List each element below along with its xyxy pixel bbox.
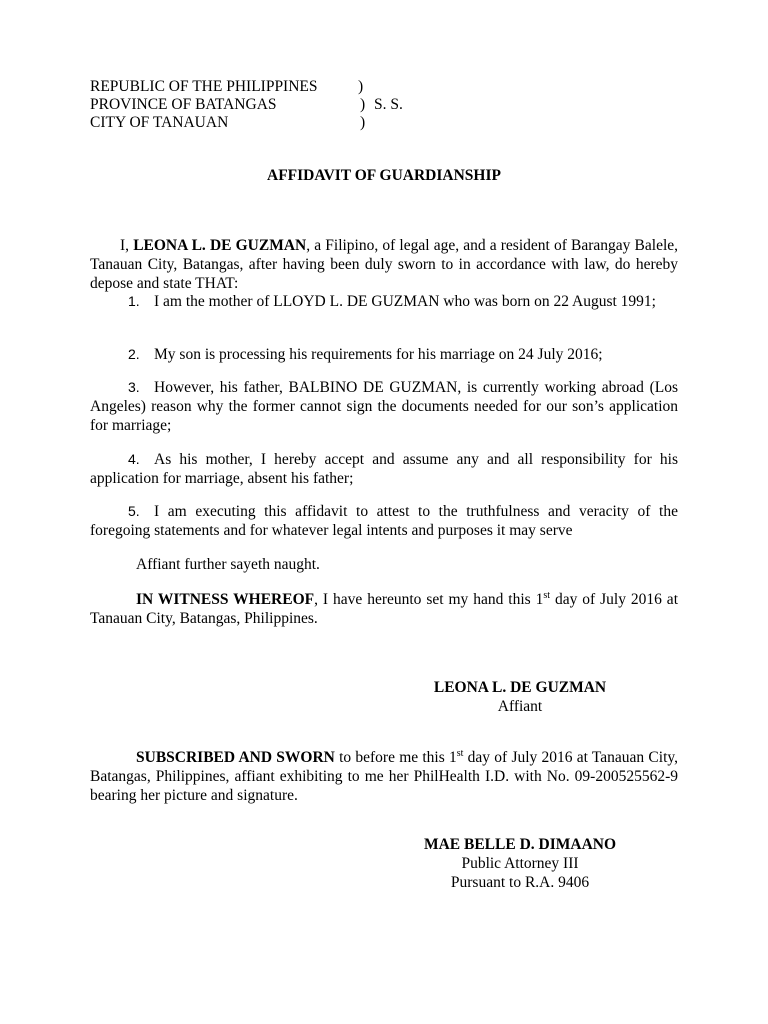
item-number: 3. — [128, 379, 140, 395]
witness-lead: IN WITNESS WHEREOF — [136, 591, 315, 608]
venue-province: PROVINCE OF BATANGAS — [90, 96, 277, 113]
witness-paragraph — [90, 590, 678, 628]
list-item — [90, 345, 678, 364]
attorney-name: MAE BELLE D. DIMAANO — [423, 836, 617, 853]
document-title: AFFIDAVIT OF GUARDIANSHIP — [267, 167, 501, 184]
witness-text-a: , I have hereunto set my hand this 1 — [314, 591, 544, 608]
further-sayeth-line: Affiant further sayeth naught. — [136, 556, 320, 573]
subscribed-ordinal-suffix: st — [456, 748, 464, 759]
item-number: 5. — [128, 503, 140, 519]
affiant-name-inline: LEONA L. DE GUZMAN — [133, 237, 307, 254]
list-item — [90, 450, 678, 488]
venue-ss-marker: S. S. — [374, 96, 403, 113]
item-text: However, his father, BALBINO DE GUZMAN, is currently working abroad (Los Angeles) reason why the former cannot sign the documents needed for our son’s application for marriage; — [90, 379, 678, 434]
attorney-title: Public Attorney III — [461, 855, 579, 872]
venue-republic: REPUBLIC OF THE PHILIPPINES — [90, 78, 318, 95]
intro-paragraph — [90, 236, 678, 293]
list-item — [90, 502, 678, 540]
intro-prefix: I, — [120, 237, 134, 254]
subscribed-text-b: day of July 2016 at Tanauan City, Batangas, Philippines, affiant exhibiting to me her PhilHealth I.D. with No. 09-200525562-9 bearing her picture and signature. — [90, 749, 678, 804]
venue-city: CITY OF TANAUAN — [90, 114, 229, 131]
item-number: 4. — [128, 451, 140, 467]
list-item — [90, 292, 678, 311]
affiant-role: Affiant — [497, 698, 543, 715]
item-text: My son is processing his requirements for his marriage on 24 July 2016; — [154, 346, 603, 363]
item-text: I am executing this affidavit to attest to the truthfulness and veracity of the foregoing statements and for whatever legal intents and purposes it may serve — [90, 503, 678, 539]
item-number: 1. — [128, 293, 140, 309]
attorney-authority: Pursuant to R.A. 9406 — [450, 874, 590, 891]
subscribed-lead: SUBSCRIBED AND SWORN — [136, 749, 335, 766]
venue-paren: ) — [360, 96, 366, 113]
item-text: I am the mother of LLOYD L. DE GUZMAN who was born on 22 August 1991; — [154, 293, 656, 310]
item-text: As his mother, I hereby accept and assume any and all responsibility for his application for marriage, absent his father; — [90, 451, 678, 487]
venue-paren: ) — [358, 78, 364, 95]
affiant-name: LEONA L. DE GUZMAN — [433, 679, 607, 696]
intro-text: , a Filipino, of legal age, and a resident of Barangay Balele, Tanauan City, Batangas, after having been duly sworn to in accordance with law, do hereby depose and state THAT: — [90, 237, 679, 292]
witness-ordinal-suffix: st — [543, 590, 551, 601]
witness-text-b: day of July 2016 at Tanauan City, Batangas, Philippines. — [90, 591, 678, 627]
item-number: 2. — [128, 346, 140, 362]
list-item — [90, 378, 678, 435]
attorney-signature-block — [400, 835, 640, 892]
subscribed-paragraph — [90, 748, 678, 805]
subscribed-text-a: to before me this 1 — [334, 749, 457, 766]
venue-paren: ) — [360, 114, 366, 131]
affiant-signature-block — [400, 678, 640, 716]
